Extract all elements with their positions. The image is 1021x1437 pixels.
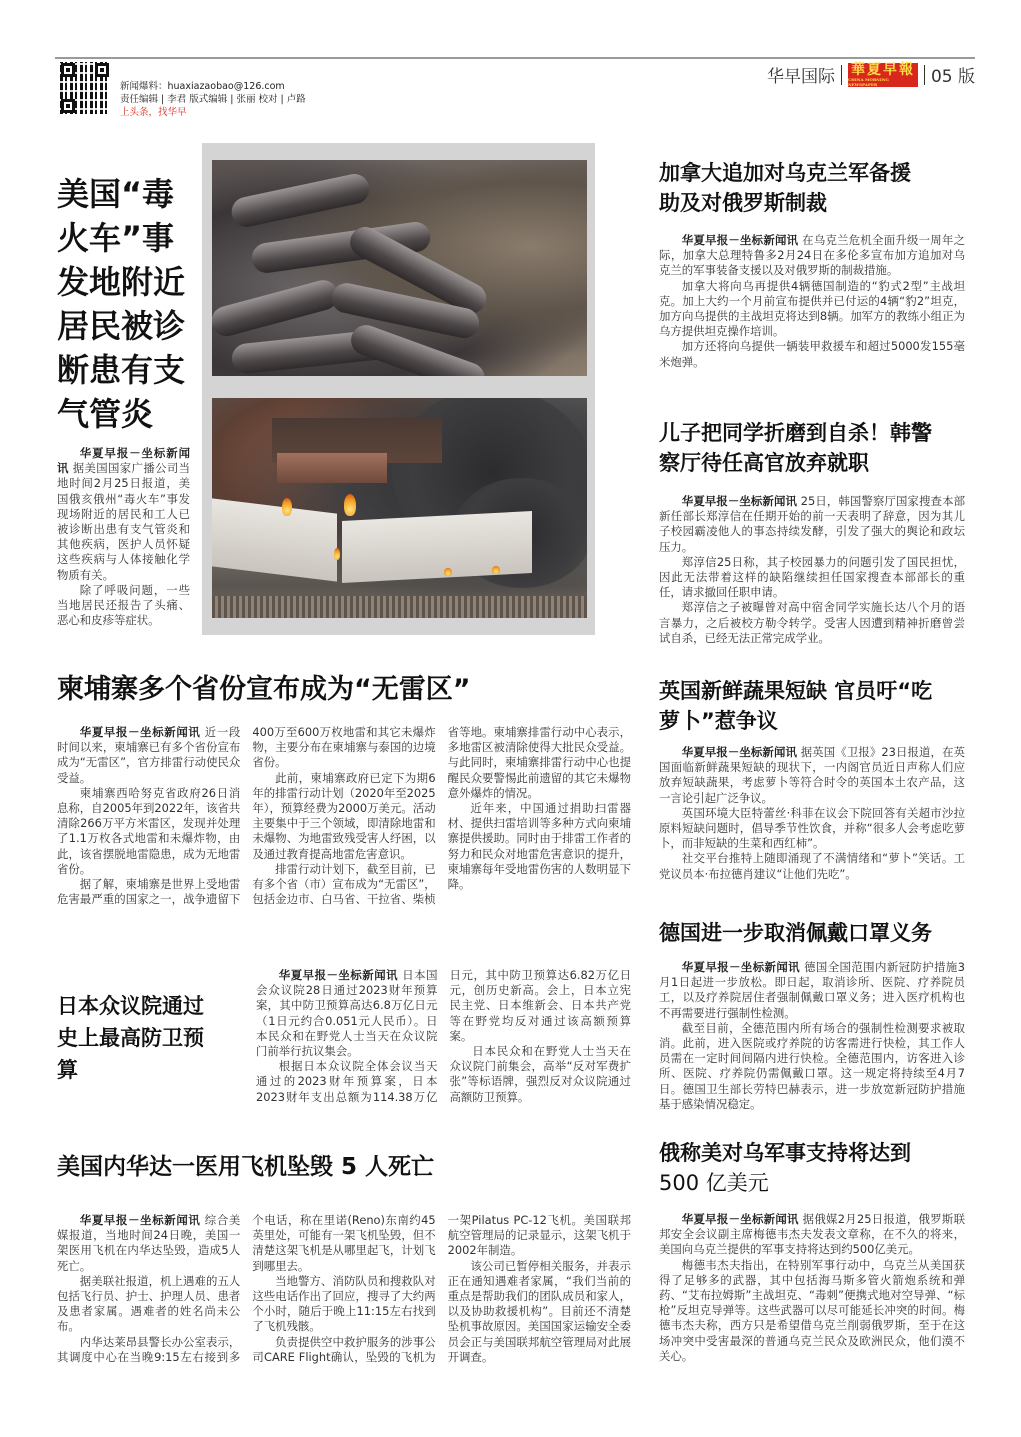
- logo-subtext: CHINA MORNING NEWSPAPER: [847, 76, 889, 87]
- article-body-japan: 华夏早报－坐标新闻讯 日本国会众议院28日通过2023财年预算案，其中防卫预算高达6.8万亿日元（1日元约合0.051元人民币）。日本民众和在野党人士当天在众议院门前举行抗议集会。 根据日本众议院全体会议当天通过的2023财年预算案，日本2023财年支出总额为114.38万亿日元，其中防卫预算达6.82万亿日元，创历史新高。会上，日本立宪民主党、日本维新会、日本共产党等在野党均反对通过该高额预算案。 日本民众和在野党人士当天在众议院门前集会，高举“反对军费扩张”等标语牌，强烈反对众议院通过高额防卫预算。: [256, 968, 631, 1104]
- article-body-korea: 华夏早报－坐标新闻讯 25日，韩国警察厅国家搜查本部新任部长郑淳信在任期开始的前一天表明了辞意，因为其儿子校园霸凌他人的事态持续发酵，引发了强大的舆论和政坛压力。 郑淳信25日称，其子校园暴力的问题引发了国民担忧，因此无法带着这样的缺陷继续担任国家搜查本部部长的重任，请求撤回任职申请。 郑淳信之子被曝曾对高中宿舍同学实施长达八个月的语言暴力，之后被校方勒令转学。受害人因遭到精神折磨曾尝试自杀，已经无法正常完成学业。: [659, 494, 965, 645]
- article-title-canada: 加拿大追加对乌克兰军备援 助及对俄罗斯制裁: [659, 161, 911, 215]
- burning-train-photo[interactable]: [212, 398, 587, 618]
- divider: [841, 65, 842, 85]
- masthead: [767, 62, 975, 87]
- article-title-toxic-train: 美国“毒 火车”事 发地附近 居民被诊 断患有支 气管炎: [57, 175, 186, 433]
- editors-line: 责任编辑 | 李君 版式编辑 | 张丽 校对 | 卢路: [120, 94, 306, 105]
- tip-line: 新闻爆料：huaxiazaobao@126.com: [120, 81, 285, 92]
- article-title-uk: 英国新鲜蔬果短缺 官员吁“吃 萝卜”惹争议: [659, 679, 933, 733]
- article-title-russia: 俄称美对乌军事支持将达到 500 亿美元: [659, 1141, 911, 1195]
- page-number: 05 版: [930, 67, 975, 87]
- article-body-uk: 华夏早报－坐标新闻讯 据英国《卫报》23日报道，在英国面临新鲜蔬果短缺的现状下，一内阁官员近日声称人们应放弃短缺蔬果，考虑萝卜等符合时令的英国本土农产品，这一言论引起广泛争议。 英国环境大臣特蕾丝·科菲在议会下院回答有关超市沙拉原料短缺问题时，倡导季节性饮食，并称“很多人会考虑吃萝卜，而非短缺的生菜和西红柿”。 社交平台推特上随即涌现了不满情绪和“萝卜”笑话。工党议员本·布拉德肖建议“让他们先吃”。: [659, 745, 965, 881]
- article-body-canada: 华夏早报－坐标新闻讯 在乌克兰危机全面升级一周年之际，加拿大总理特鲁多2月24日在多伦多宣布加方追加对乌克兰的军事装备支援以及对俄罗斯的制裁措施。 加拿大将向乌再提供4辆德国制造的“豹式2型”主战坦克。加上大约一个月前宣布提供并已付运的4辆“豹2”坦克，加方向乌提供的主战坦克将达到8辆。加军方的教练小组正为乌方提供坦克操作培训。 加方还将向乌提供一辆装甲救援车和超过5000发155毫米炮弹。: [659, 233, 965, 369]
- article-title-nevada: 美国内华达一医用飞机坠毁 5 人死亡: [57, 1154, 435, 1180]
- photo-panel: [202, 143, 595, 635]
- article-body-cambodia: 华夏早报－坐标新闻讯 近一段时间以来，柬埔寨已有多个省份宣布成为“无雷区”，官方排雷行动使民众受益。 柬埔寨西哈努克省政府26日消息称，自2005年到2022年，该省共清除266万平方米雷区，发现并处理了1.1万枚各式地雷和未爆炸物，由此，该省摆脱地雷隐患，成为无地雷省份。 据了解，柬埔寨是世界上受地雷危害最严重的国家之一，战争遗留下400万至600万枚地雷和其它未爆炸物，主要分布在柬埔寨与泰国的边境省份。 此前，柬埔寨政府已定下为期6年的排雷行动计划（2020年至2025年），预算经费为2000万美元。活动主要集中于三个领域，即清除地雷和未爆物、为地雷致残受害人纾困，以及通过教育提高地雷危害意识。 排雷行动计划下，截至目前，已有多个省（市）宣布成为“无雷区”，包括金边市、白马省、干拉省、柴桢省等地。柬埔寨排雷行动中心表示，多地雷区被清除使得大批民众受益。与此同时，柬埔寨排雷行动中心也提醒民众要警惕此前遗留的其它未爆物意外爆炸的情况。 近年来，中国通过捐助扫雷器材、提供扫雷培训等多种方式向柬埔寨提供援助。同时由于排雷工作者的努力和民众对地雷危害意识的提升，柬埔寨每年受地雷伤害的人数明显下降。: [57, 725, 631, 907]
- article-title-cambodia: 柬埔寨多个省份宣布成为“无雷区”: [57, 674, 471, 705]
- header-credits: [120, 80, 306, 119]
- article-title-japan: 日本众议院通过 史上最高防卫预 算: [57, 994, 204, 1082]
- header-rule: [55, 57, 975, 59]
- divider: [924, 65, 925, 85]
- article-body-germany: 华夏早报－坐标新闻讯 德国全国范围内新冠防护措施3月1日起进一步放松。即日起，取消诊所、医院、疗养院员工，以及疗养院居住者强制佩戴口罩义务；进入医疗机构也不再需要进行强制性检测。 截至目前，全德范围内所有场合的强制性检测要求被取消。此前，进入医院或疗养院的访客需进行快检，其工作人员需在一定时间间隔内进行快检。全德范围内，访客进入诊所、医院、疗养院仍需佩戴口罩。这一规定将持续至4月7日。德国卫生部长劳特巴赫表示，进一步放宽新冠防护措施基于感染情况稳定。: [659, 960, 965, 1111]
- article-title-germany: 德国进一步取消佩戴口罩义务: [659, 921, 932, 945]
- derailed-tank-cars-photo[interactable]: [212, 160, 587, 376]
- slogan: 上头条，找华早: [120, 107, 187, 118]
- logo-text: 華夏早報: [850, 61, 915, 78]
- article-body-russia: 华夏早报－坐标新闻讯 据俄媒2月25日报道，俄罗斯联邦安全会议副主席梅德韦杰夫发表文章称，在不久的将来，美国向乌克兰提供的军事支持将达到约500亿美元。 梅德韦杰夫指出，在特别军事行动中，乌克兰从美国获得了足够多的武器，其中包括海马斯多管火箭炮系统和弹药、“艾布拉姆斯”主战坦克、“毒刺”便携式地对空导弹、“标枪”反坦克导弹等。这些武器可以尽可能延长冲突的时间。梅德韦杰夫称，西方只是希望借乌克兰削弱俄罗斯，至于在这场冲突中受害最深的普通乌克兰民众及欧洲民众，他们漠不关心。: [659, 1212, 965, 1363]
- qr-code-icon[interactable]: [60, 62, 110, 114]
- article-body-nevada: 华夏早报－坐标新闻讯 综合美媒报道，当地时间24日晚，美国一架医用飞机在内华达坠毁，造成5人死亡。 据美联社报道，机上遇难的五人包括飞行员、护士、护理人员、患者及患者家属。遇难者的姓名尚未公布。 内华达莱昂县警长办公室表示，其调度中心在当晚9:15左右接到多个电话，称在里诺(Reno)东南约45英里处，可能有一架飞机坠毁，但不清楚这架飞机是从哪里起飞，计划飞到哪里去。 当地警方、消防队员和搜救队对这些电话作出了回应，搜寻了大约两个小时，随后于晚上11:15左右找到了飞机残骸。 负责提供空中救护服务的涉事公司CARE Flight确认，坠毁的飞机为一架Pilatus PC-12飞机。美国联邦航空管理局的记录显示，这架飞机于2002年制造。 该公司已暂停相关服务，并表示正在通知遇难者家属，“我们当前的重点是帮助我们的团队成员和家人，以及协助救援机构”。目前还不清楚坠机事故原因。美国国家运输安全委员会正与美国联邦航空管理局对此展开调查。: [57, 1213, 631, 1364]
- article-body-toxic-train: 华夏早报－坐标新闻讯 据美国国家广播公司当地时间2月25日报道，美国俄亥俄州“毒火车”事发现场附近的居民和工人已被诊断出患有支气管炎和其他疾病，医护人员怀疑这些疾病与人体接触化学物质有关。 除了呼吸问题，一些当地居民还报告了头痛、恶心和皮疹等症状。: [57, 446, 190, 628]
- newspaper-logo: [848, 63, 918, 87]
- section-name: 华早国际: [766, 67, 835, 87]
- article-title-korea: 儿子把同学折磨到自杀！韩警 察厅待任高官放弃就职: [659, 421, 932, 475]
